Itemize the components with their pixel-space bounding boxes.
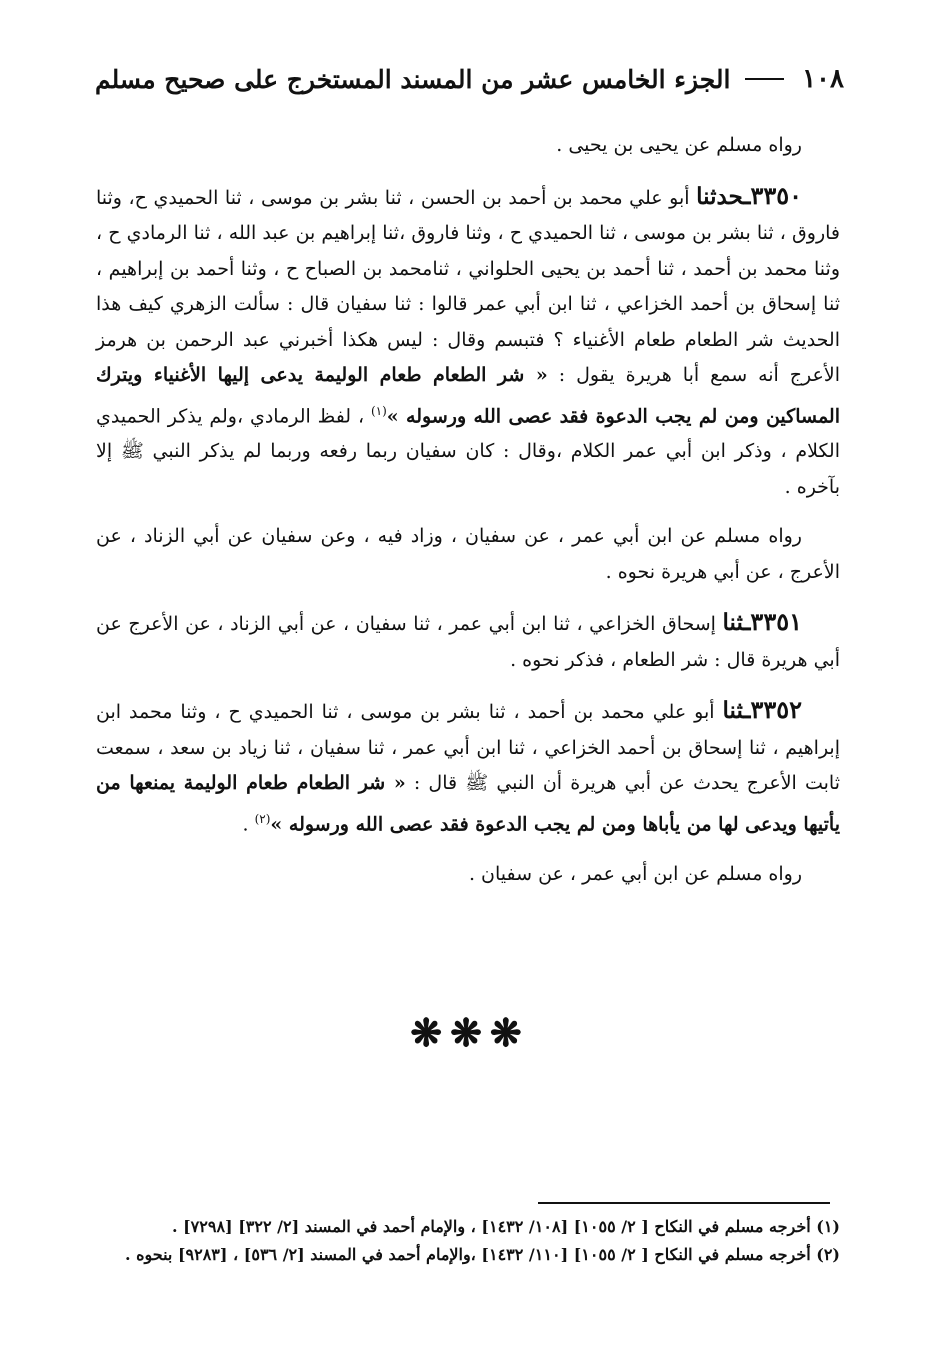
hadith-number: ٣٣٥١ـ — [743, 607, 802, 637]
commentary-text: ، لفظ الرمادي ،ولم يذكر الحميدي الكلام ، وذكر ابن أبي عمر الكلام ،وقال : كان سفيان ربما رفعه وربما لم يذكر النبي ﷺ إلا بآخره . — [96, 404, 840, 498]
hadith-matn: « شر الطعام طعام الوليمة يدعى إليها الأغنياء ويترك المساكين ومن لم يجب الدعوة فقد عصى الله ورسوله » — [96, 364, 840, 427]
transmission-keyword: ثنا — [722, 609, 744, 637]
transmission-keyword: ثنا — [722, 697, 744, 725]
footnotes — [96, 1213, 840, 1269]
footnote-rule — [538, 1202, 830, 1204]
running-title: الجزء الخامس عشر من المسند المستخرج على صحيح مسلم — [95, 64, 731, 94]
hadith-matn: « شر الطعام طعام الوليمة يمنعها من يأتيها ويدعى لها من يأباها ومن لم يجب الدعوة فقد عصى الله ورسوله » — [96, 772, 840, 836]
main-text — [96, 128, 840, 892]
section-separator: ❋❋❋ — [410, 1010, 530, 1055]
page-header — [95, 56, 844, 102]
header-rule — [745, 78, 785, 80]
narration-muslim-2: رواه مسلم عن ابن أبي عمر ، عن سفيان ، وزاد فيه ، وعن سفيان عن أبي الزناد ، عن الأعرج ، عن أبي هريرة نحوه . — [96, 525, 840, 583]
isnad-text: أبو علي محمد بن أحمد ، ثنا بشر بن موسى ، ثنا الحميدي ح ، وثنا محمد ابن إبراهيم ، ثنا إسحاق بن أحمد الخزاعي ، ثنا ابن أبي عمر ، ثنا سفيان ، ثنا زياد بن سعد ، سمعت ثابت الأعرج يحدث عن أبي هريرة أن النبي ﷺ قال : — [96, 701, 840, 795]
intro-narration: رواه مسلم عن يحيى بن يحيى . — [556, 134, 802, 156]
page-number: ١٠٨ — [802, 64, 844, 94]
transmission-keyword: حدثنا — [696, 182, 744, 210]
hadith-3350 — [96, 178, 840, 506]
footnote-2: (٢) أخرجه مسلم في النكاح [ ٢/ ١٠٥٥] [١١٠/ ١٤٣٢] ،والإمام أحمد في المسند [٢/ ٥٣٦] ، [٩٢٨٣] بنحوه . — [124, 1245, 840, 1264]
hadith-number: ٣٣٥٢ـ — [743, 695, 802, 725]
footnote-marker: (١) — [370, 403, 387, 418]
hadith-3352 — [96, 692, 840, 842]
hadith-3351 — [96, 604, 840, 678]
isnad-text: إسحاق الخزاعي ، ثنا ابن أبي عمر ، ثنا سفيان ، عن أبي الزناد ، عن الأعرج عن أبي هريرة قال : شر الطعام ، فذكر نحوه . — [96, 613, 840, 671]
footnote-1: (١) أخرجه مسلم في النكاح [ ٢/ ١٠٥٥] [١٠٨/ ١٤٣٢] ، والإمام أحمد في المسند [٢/ ٣٢٢] [٧٢٩٨] . — [171, 1217, 840, 1236]
footnote-marker: (٢) — [254, 811, 271, 826]
isnad-text: أبو علي محمد بن أحمد بن الحسن ، ثنا بشر بن موسى ، ثنا الحميدي ح، وثنا فاروق ، ثنا بشر بن موسى ، ثنا الحميدي ح ، وثنا فاروق ،ثنا إبراهيم بن عبد الله ، ثنا الرمادي ح ، وثنا محمد بن أحمد ، ثنا أحمد بن يحيى الحلواني ، ثنامحمد بن الصباح ح ، وثنا أحمد بن إبراهيم ، ثنا إسحاق بن أحمد الخزاعي ، ثنا ابن أبي عمر قالوا : ثنا سفيان قال : سألت الزهري كيف هذا الحديث شر الطعام طعام الأغنياء ؟ فتبسم وقال : ليس هكذا أخبرني عبد الرحمن بن هرمز الأعرج أنه سمع أبا هريرة يقول : — [96, 186, 840, 386]
narration-muslim-3: رواه مسلم عن ابن أبي عمر ، عن سفيان . — [468, 862, 802, 885]
hadith-number: ٣٣٥٠ـ — [743, 180, 802, 210]
sentence-end: . — [242, 813, 249, 836]
